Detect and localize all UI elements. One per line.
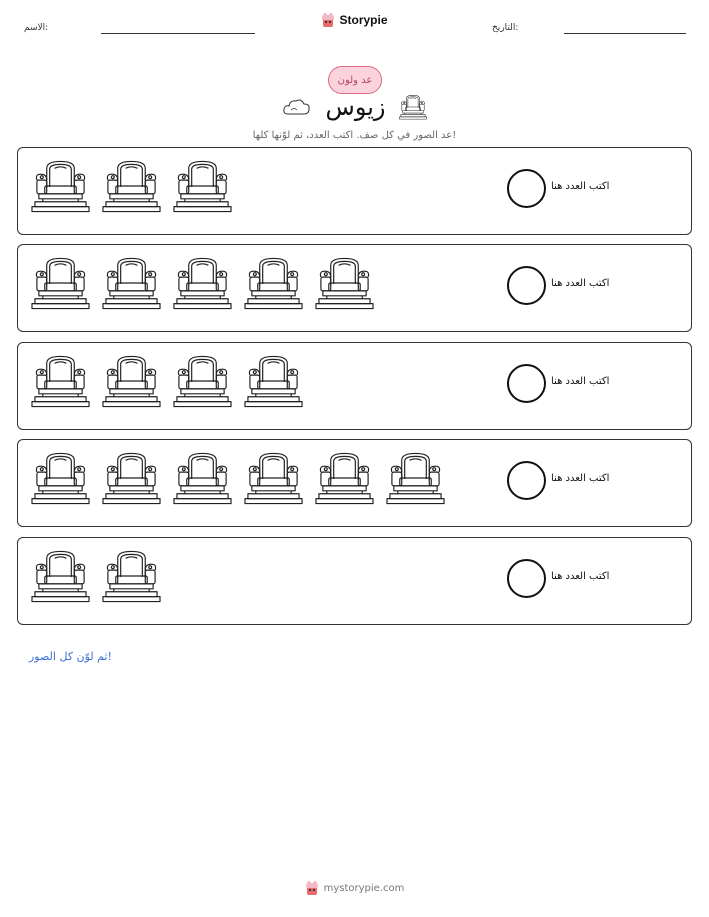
counting-row: [17, 244, 692, 332]
throne-icon: [102, 255, 161, 311]
storypie-logo-icon: [321, 12, 335, 28]
answer-label: اكتب العدد هنا: [551, 376, 610, 387]
brand-name: Storypie: [339, 13, 388, 27]
throne-icon: [102, 450, 161, 506]
throne-icon: [244, 450, 303, 506]
date-line: [564, 33, 686, 34]
icon-group: [31, 353, 303, 409]
throne-icon: [315, 450, 374, 506]
throne-icon: [31, 353, 90, 409]
throne-icon: [173, 353, 232, 409]
answer-circle[interactable]: [507, 559, 546, 598]
footer: [0, 880, 709, 896]
title-row: [0, 92, 709, 122]
answer-label: اكتب العدد هنا: [551, 181, 610, 192]
counting-row: [17, 342, 692, 430]
icon-group: [31, 255, 374, 311]
throne-icon: [31, 158, 90, 214]
icon-group: [31, 450, 445, 506]
counting-row: [17, 147, 692, 235]
answer-circle[interactable]: [507, 364, 546, 403]
answer-circle[interactable]: [507, 266, 546, 305]
throne-icon: [244, 353, 303, 409]
throne-icon: [31, 255, 90, 311]
counting-row: [17, 537, 692, 625]
answer-label: اكتب العدد هنا: [551, 278, 610, 289]
name-label: الاسم:: [24, 23, 49, 33]
throne-icon: [399, 93, 427, 121]
counting-row: [17, 439, 692, 527]
date-label: التاريخ:: [492, 23, 519, 33]
brand: [0, 12, 709, 28]
cloud-icon: [282, 96, 312, 118]
instructions: عد الصور في كل صف. اكتب العدد، ثم لوّنها كلها!: [252, 130, 457, 141]
throne-icon: [31, 450, 90, 506]
storypie-logo-icon: [305, 880, 319, 896]
name-line: [101, 33, 255, 34]
throne-icon: [173, 255, 232, 311]
answer-circle[interactable]: [507, 461, 546, 500]
throne-icon: [31, 548, 90, 604]
page-title: زيوس: [325, 93, 386, 121]
throne-icon: [102, 353, 161, 409]
throne-icon: [386, 450, 445, 506]
throne-icon: [173, 158, 232, 214]
answer-label: اكتب العدد هنا: [551, 571, 610, 582]
throne-icon: [244, 255, 303, 311]
icon-group: [31, 158, 232, 214]
footer-url: mystorypie.com: [323, 882, 405, 894]
icon-group: [31, 548, 161, 604]
answer-label: اكتب العدد هنا: [551, 473, 610, 484]
throne-icon: [102, 158, 161, 214]
throne-icon: [102, 548, 161, 604]
answer-circle[interactable]: [507, 169, 546, 208]
color-instruction: ثم لوّن كل الصور!: [29, 650, 112, 663]
throne-icon: [173, 450, 232, 506]
throne-icon: [315, 255, 374, 311]
activity-badge: عد ولون: [328, 66, 382, 94]
